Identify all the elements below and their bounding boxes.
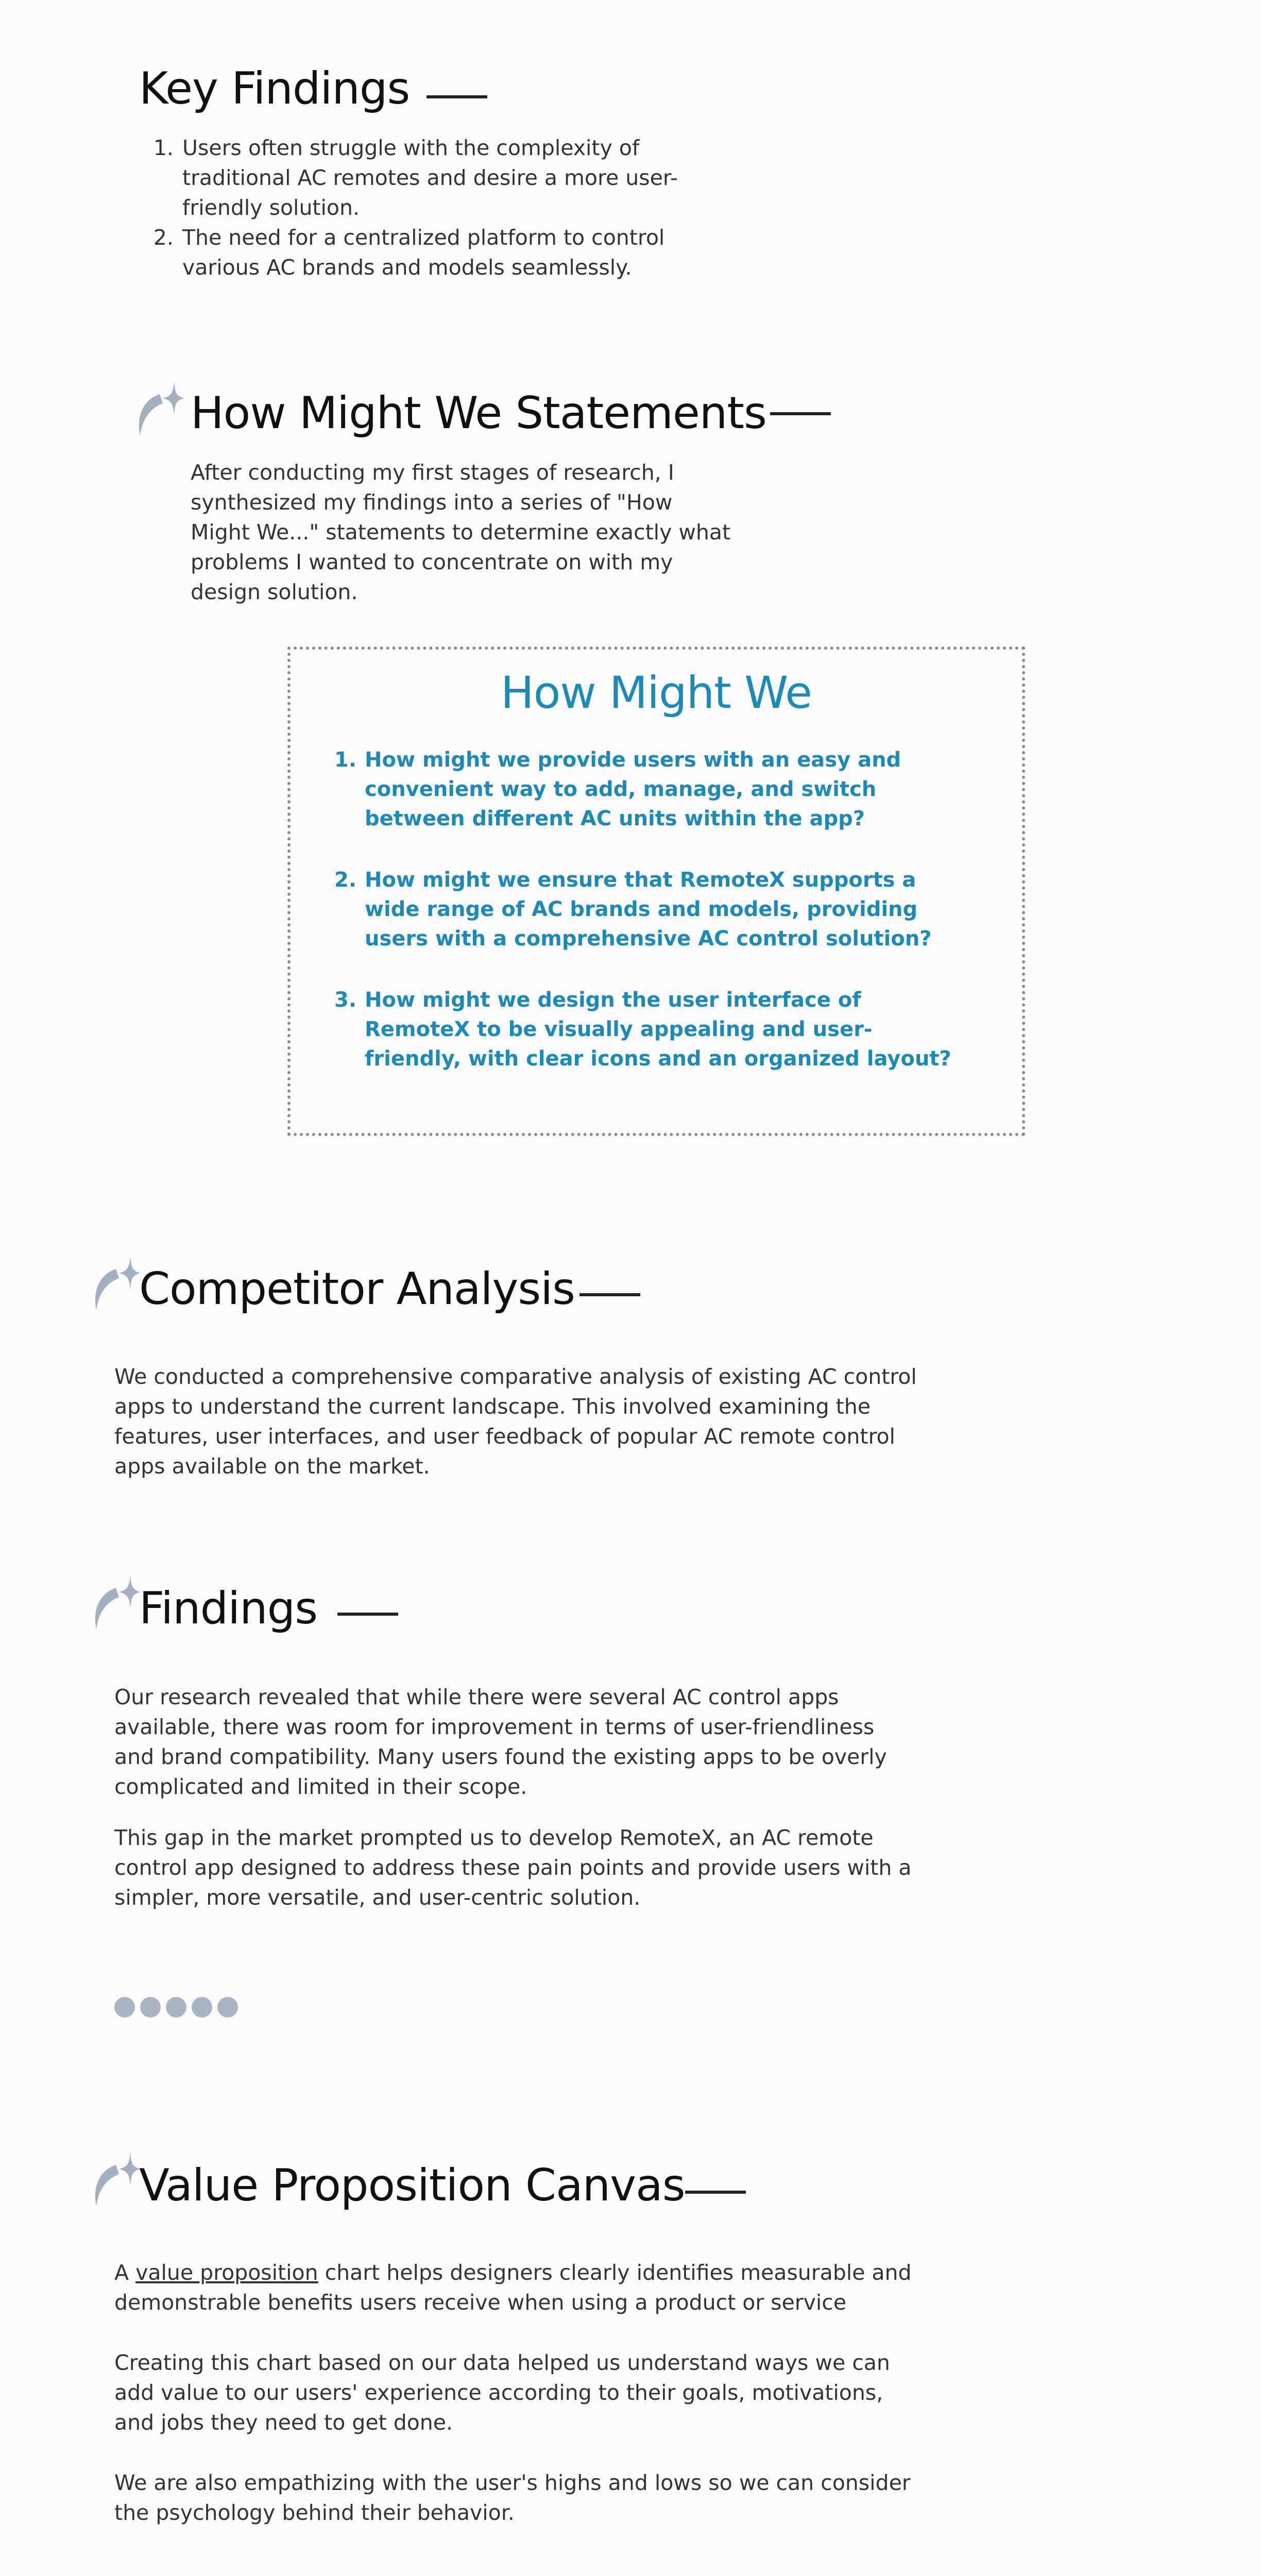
carousel-dot[interactable] <box>192 1997 212 2018</box>
key-findings-title: Key Findings <box>139 63 410 114</box>
list-item: 1. How might we provide users with an easy and convenient way to add, manage, and switch between different AC units within the app? <box>364 745 960 834</box>
value-proposition-link[interactable]: value proposition <box>135 2260 318 2285</box>
title-dash <box>337 1613 398 1616</box>
sparkle-icon <box>85 1253 142 1313</box>
carousel-dot[interactable] <box>217 1997 238 2018</box>
list-item: 2. How might we ensure that RemoteX supports a wide range of AC brands and models, providing users with a comprehensive AC control solution? <box>364 866 960 954</box>
carousel-dot[interactable] <box>166 1997 186 2018</box>
carousel-dot[interactable] <box>140 1997 161 2018</box>
hmw-box <box>287 647 1025 1136</box>
sparkle-icon <box>85 1572 142 1632</box>
title-dash <box>427 95 487 98</box>
hmw-list <box>332 745 960 1074</box>
list-item: 2. The need for a centralized platform to control various AC brands and models seamlessly. <box>180 223 680 282</box>
competitor-analysis-title: Competitor Analysis <box>139 1263 575 1315</box>
vpc-p1-prefix: A <box>114 2260 136 2285</box>
hmw-statements-title: How Might We Statements <box>191 387 766 439</box>
hmw-intro: After conducting my first stages of research, I synthesized my findings into a series of "How Might We..." statements to determine exactly what problems I wanted to concentrate on with my design solution. <box>191 460 731 604</box>
vpc-p1-suffix: chart helps designers clearly identifies measurable and demonstrable benefits users receive when using a product or service <box>114 2260 912 2315</box>
hmw-box-title: How Might We <box>500 667 812 719</box>
list-item: 1. Users often struggle with the complexity of traditional AC remotes and desire a more user-friendly solution. <box>180 133 680 223</box>
carousel-dots[interactable] <box>114 1997 238 2018</box>
key-findings-list <box>139 133 680 282</box>
sparkle-icon <box>129 379 185 438</box>
findings-paragraph: This gap in the market prompted us to develop RemoteX, an AC remote control app designed to address these pain points and provide users with a simpler, more versatile, and user-centric solution. <box>114 1825 912 1910</box>
vpc-paragraph <box>114 2258 939 2317</box>
vpc-title: Value Proposition Canvas <box>139 2160 685 2211</box>
vpc-paragraph: Creating this chart based on our data helped us understand ways we can add value to our users' experience according to their goals, motivations, and jobs they need to get done. <box>114 2350 890 2435</box>
sparkle-icon <box>85 2149 142 2209</box>
title-dash <box>580 1293 640 1296</box>
findings-paragraph: Our research revealed that while there were several AC control apps available, there was room for improvement in terms of user-friendliness and brand compatibility. Many users found the existing apps to be overly complicated and limited in their scope. <box>114 1685 887 1799</box>
vpc-paragraph: We are also empathizing with the user's highs and lows so we can consider the psychology behind their behavior. <box>114 2470 911 2525</box>
findings-title: Findings <box>139 1583 317 1634</box>
title-dash <box>685 2191 746 2194</box>
carousel-dot[interactable] <box>114 1997 135 2018</box>
title-dash <box>770 412 831 415</box>
competitor-body: We conducted a comprehensive comparative analysis of existing AC control apps to understand the current landscape. This involved examining the features, user interfaces, and user feedback of popular AC remote control apps available on the market. <box>114 1364 917 1479</box>
list-item: 3. How might we design the user interface of RemoteX to be visually appealing and user-friendly, with clear icons and an organized layout? <box>364 986 960 1074</box>
